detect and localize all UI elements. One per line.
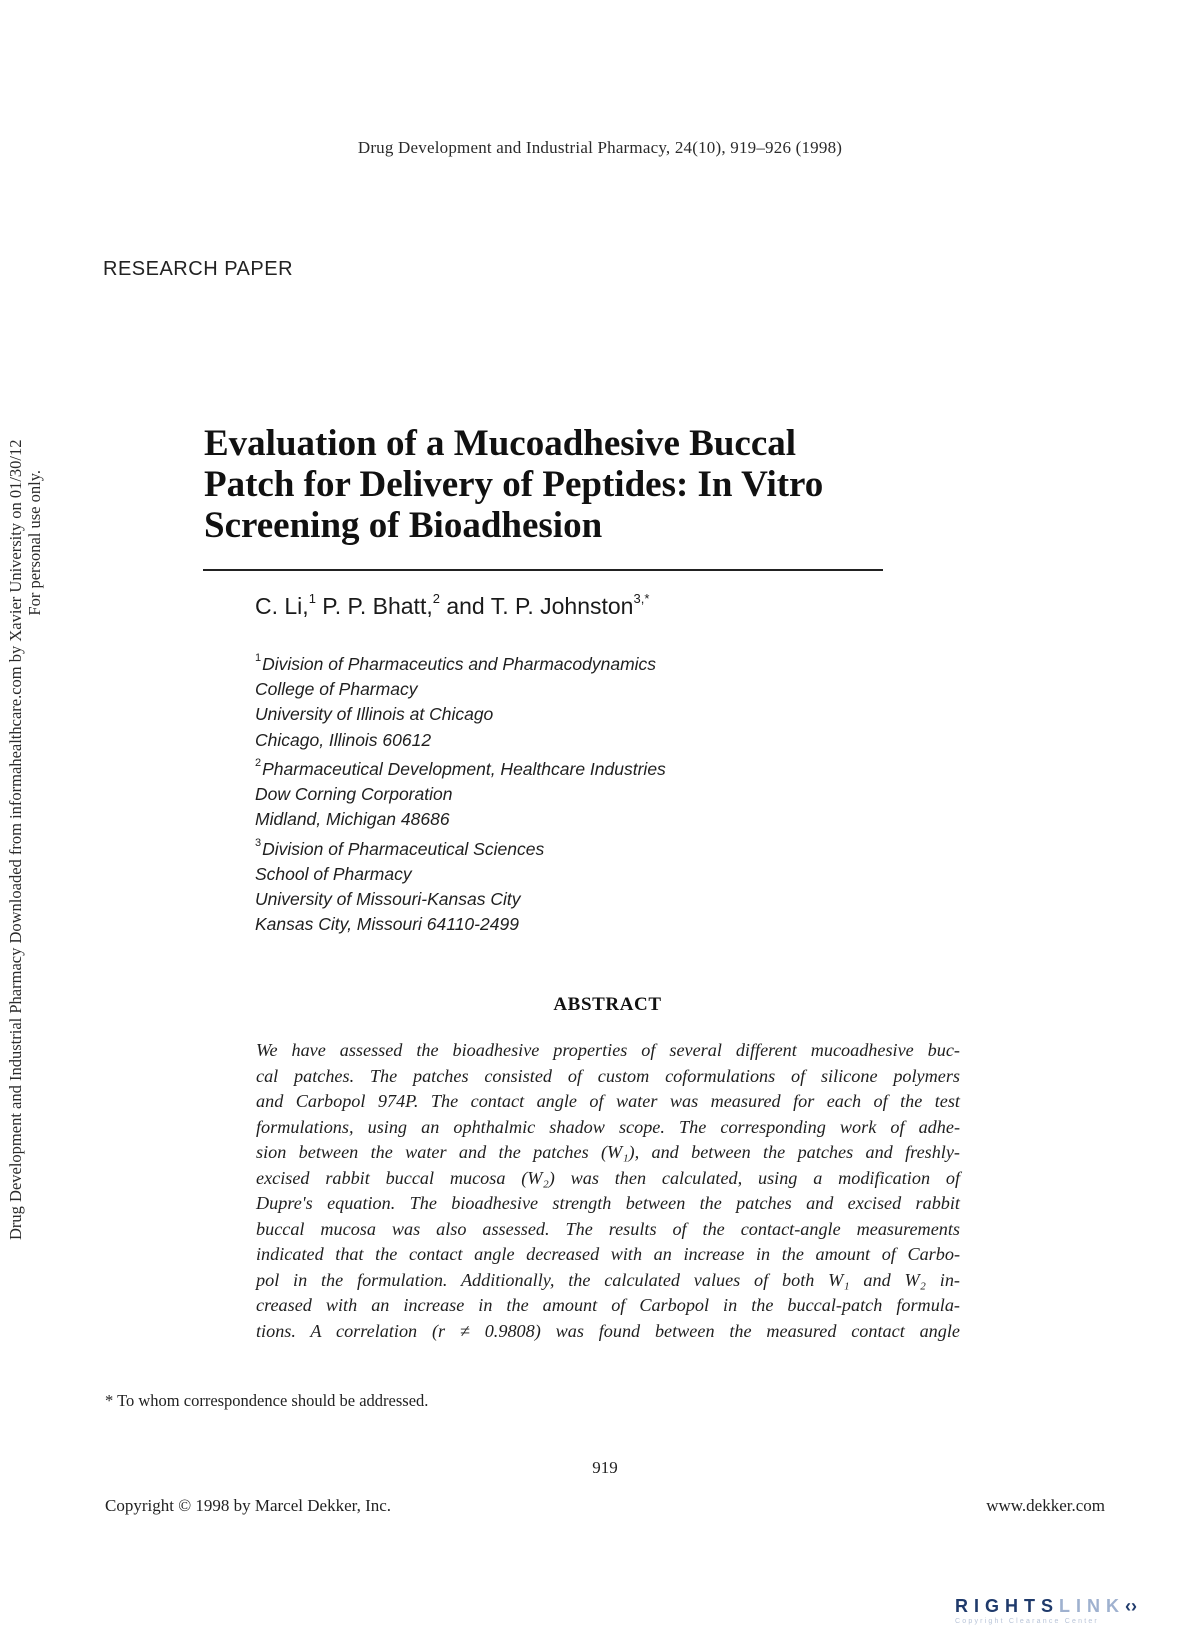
affiliation-line	[255, 753, 666, 782]
rightslink-tagline: Copyright Clearance Center	[955, 1618, 1099, 1625]
article-title-line1: Evaluation of a Mucoadhesive Buccal	[204, 423, 797, 464]
affiliation-line	[255, 702, 666, 727]
abstract-line: sion between the water and the patches (W₁), and between the patches and freshly-	[256, 1142, 960, 1162]
abstract-line: tions. A correlation (r ≠ 0.9808) was found between the measured contact angle	[256, 1320, 960, 1341]
affiliation-text: Midland, Michigan 48686	[255, 809, 450, 830]
affiliation-text: Chicago, Illinois 60612	[255, 729, 432, 750]
author-list	[255, 593, 649, 620]
abstract-body	[256, 1038, 960, 1344]
download-stamp	[0, 0, 46, 1240]
rightslink-strong-text: RIGHTS	[955, 1596, 1060, 1616]
affiliation-text: Kansas City, Missouri 64110-2499	[255, 914, 519, 935]
article-type-label: RESEARCH PAPER	[103, 258, 294, 280]
rightslink-logo[interactable]	[955, 1596, 1155, 1630]
abstract-line: Dupre's equation. The bioadhesive strength between the patches and excised rabbit	[256, 1193, 960, 1213]
affiliation-line	[255, 912, 666, 937]
publisher-url[interactable]: www.dekker.com	[986, 1496, 1105, 1515]
author-johnston: and T. P. Johnston	[439, 593, 634, 619]
affiliation-text: University of Missouri-Kansas City	[255, 889, 521, 910]
affiliation-line	[255, 728, 666, 753]
abstract-line: indicated that the contact angle decreased with an increase in the amount of Carbo-	[256, 1244, 960, 1264]
abstract-line: and Carbopol 974P. The contact angle of water was measured for each of the test	[256, 1091, 960, 1111]
rightslink-light-text: LINK	[1059, 1596, 1126, 1616]
affiliation-text: Dow Corning Corporation	[255, 784, 453, 805]
copyright-notice: Copyright © 1998 by Marcel Dekker, Inc.	[105, 1496, 392, 1515]
affiliation-block	[255, 648, 666, 938]
affiliation-text: Pharmaceutical Development, Healthcare Industries	[262, 758, 666, 779]
affiliation-text: University of Illinois at Chicago	[255, 704, 494, 725]
author-bhatt-affiliation: 2	[432, 591, 440, 607]
journal-citation: Drug Development and Industrial Pharmacy, 24(10), 919–926 (1998)	[357, 138, 843, 157]
rightslink-arrow-icon: ‹›	[1125, 1596, 1138, 1616]
article-title-line3: Screening of Bioadhesion	[204, 505, 603, 546]
affiliation-marker: 1	[255, 652, 262, 664]
abstract-heading: ABSTRACT	[553, 994, 662, 1015]
affiliation-marker: 2	[255, 757, 262, 770]
article-title	[204, 423, 904, 546]
abstract-line: excised rabbit buccal mucosa (W₂) was then calculated, using a modification of	[256, 1167, 960, 1188]
author-bhatt: P. P. Bhatt,	[315, 593, 433, 619]
abstract-line: We have assessed the bioadhesive properties of several different mucoadhesive buc-	[256, 1040, 960, 1060]
author-johnston-affiliation: 3,*	[633, 591, 650, 607]
affiliation-line	[255, 677, 666, 702]
affiliation-text: College of Pharmacy	[255, 679, 418, 700]
affiliation-line	[255, 833, 666, 862]
rightslink-wordmark	[955, 1596, 1137, 1617]
affiliation-line	[255, 807, 666, 832]
download-stamp-line1: Drug Development and Industrial Pharmacy Downloaded from informahealthcare.com by Xavier University on 01/30/12	[6, 439, 25, 1240]
affiliation-line	[255, 862, 666, 887]
download-stamp-line2: For personal use only.	[25, 470, 44, 616]
correspondence-footnote: * To whom correspondence should be addressed.	[105, 1391, 429, 1410]
affiliation-text: Division of Pharmaceutical Sciences	[262, 838, 545, 859]
article-title-line2: Patch for Delivery of Peptides: In Vitro	[204, 464, 824, 505]
title-divider	[203, 569, 883, 571]
affiliation-line	[255, 782, 666, 807]
affiliation-marker: 3	[255, 836, 262, 849]
page-number: 919	[592, 1458, 618, 1477]
author-li-affiliation: 1	[308, 591, 316, 607]
abstract-line: formulations, using an ophthalmic shadow scope. The corresponding work of adhe-	[256, 1116, 960, 1137]
affiliation-line	[255, 648, 666, 677]
affiliation-line	[255, 887, 666, 912]
abstract-line: buccal mucosa was also assessed. The results of the contact-angle measurements	[256, 1218, 960, 1239]
affiliation-text: School of Pharmacy	[255, 863, 412, 884]
abstract-line: cal patches. The patches consisted of custom coformulations of silicone polymers	[256, 1065, 960, 1086]
abstract-line: pol in the formulation. Additionally, the calculated values of both W₁ and W₂ in-	[256, 1269, 960, 1290]
affiliation-text: Division of Pharmaceutics and Pharmacodynamics	[262, 653, 657, 674]
abstract-line: creased with an increase in the amount of Carbopol in the buccal-patch formula-	[256, 1295, 960, 1315]
author-li: C. Li,	[255, 593, 309, 619]
